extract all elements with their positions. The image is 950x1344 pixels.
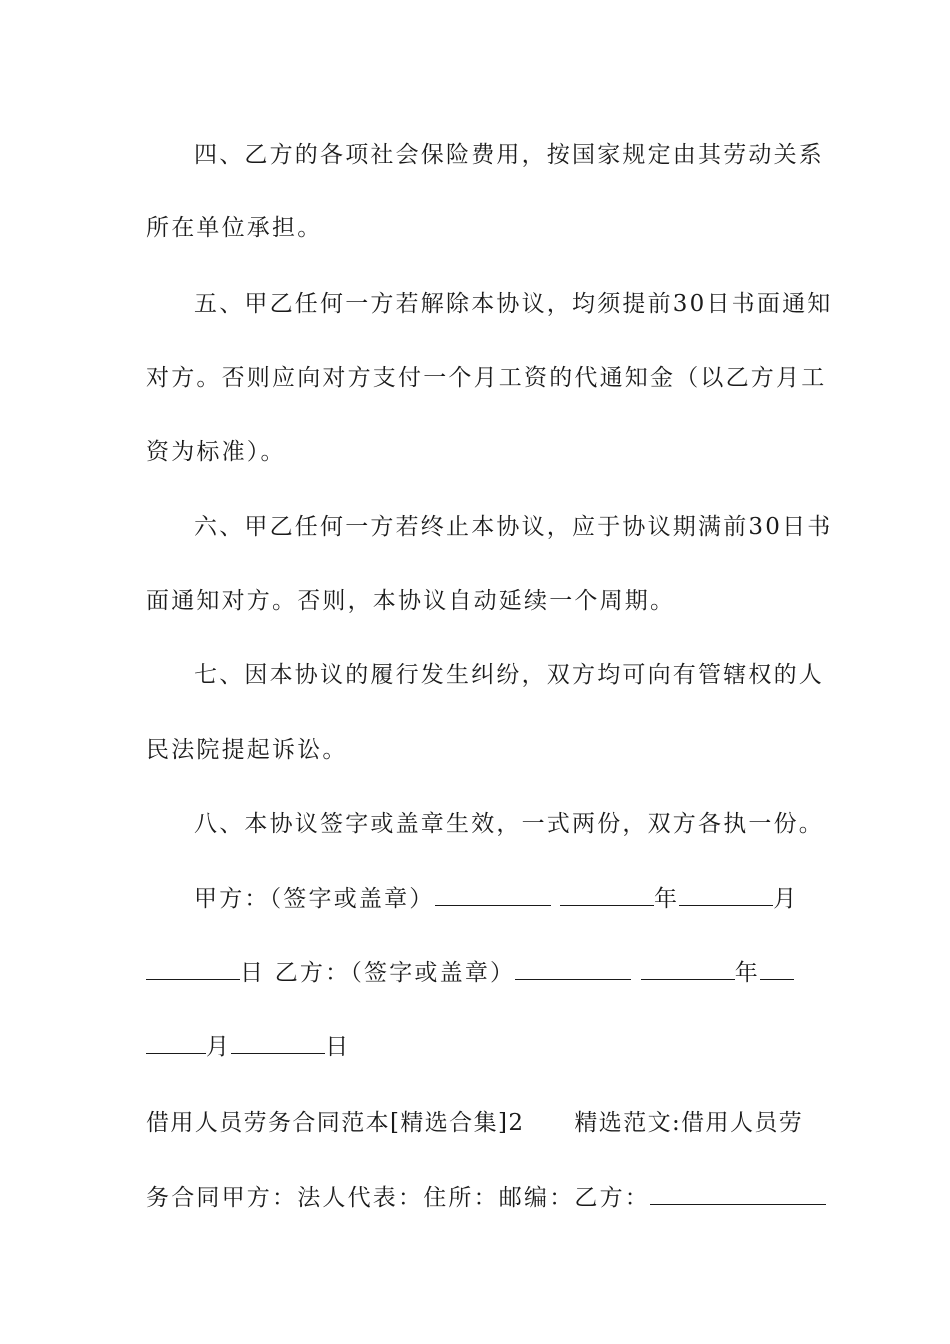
party-a-signature-blank bbox=[435, 885, 551, 906]
party-a-label: 甲方：（签字或盖章） bbox=[194, 886, 435, 912]
signature-line-1 bbox=[194, 884, 810, 914]
party-b-label: 乙方：（签字或盖章） bbox=[274, 960, 516, 986]
clause-7-line-1: 七、因本协议的履行发生纠纷，双方均可向有管辖权的人 bbox=[194, 662, 824, 688]
month-label: 月 bbox=[773, 886, 799, 912]
month-label-2: 月 bbox=[206, 1034, 232, 1060]
year-label: 年 bbox=[654, 886, 680, 912]
footer-summary-label: 精选范文:借用人员劳 bbox=[574, 1110, 804, 1136]
clause-6-line-2: 面通知对方。否则，本协议自动延续一个周期。 bbox=[146, 588, 676, 614]
day-label-2: 日 bbox=[325, 1034, 351, 1060]
clause-5-line-2: 对方。否则应向对方支付一个月工资的代通知金（以乙方月工 bbox=[146, 365, 827, 391]
clause-5-line-3: 资为标准）。 bbox=[146, 439, 286, 465]
footer-line-1 bbox=[146, 1108, 810, 1138]
year-label-2: 年 bbox=[734, 960, 760, 986]
footer-second-line: 务合同甲方：法人代表：住所：邮编：乙方： bbox=[146, 1185, 650, 1211]
footer-title: 借用人员劳务合同范本[精选合集]2 bbox=[146, 1110, 525, 1136]
month-blank-2-rest bbox=[146, 1033, 206, 1054]
month-blank-2-part bbox=[760, 959, 794, 980]
party-b-name-blank bbox=[650, 1184, 826, 1205]
clause-4-line-1: 四、乙方的各项社会保险费用，按国家规定由其劳动关系 bbox=[194, 142, 824, 168]
footer-line-2 bbox=[146, 1183, 810, 1213]
signature-line-3 bbox=[146, 1032, 810, 1062]
clause-5-line-1: 五、甲乙任何一方若解除本协议，均须提前30日书面通知 bbox=[194, 291, 833, 317]
clause-8-line-1: 八、本协议签字或盖章生效，一式两份，双方各执一份。 bbox=[194, 811, 824, 837]
month-blank bbox=[679, 885, 773, 906]
day-label: 日 bbox=[240, 960, 266, 986]
year-blank-2 bbox=[641, 959, 735, 980]
day-blank-2 bbox=[231, 1033, 325, 1054]
signature-line-2 bbox=[146, 958, 810, 988]
clause-7-line-2: 民法院提起诉讼。 bbox=[146, 737, 348, 763]
clause-4-line-2: 所在单位承担。 bbox=[146, 215, 323, 241]
party-b-signature-blank bbox=[515, 959, 631, 980]
clause-6-line-1: 六、甲乙任何一方若终止本协议，应于协议期满前30日书 bbox=[194, 514, 833, 540]
day-blank bbox=[146, 959, 240, 980]
year-blank bbox=[560, 885, 654, 906]
